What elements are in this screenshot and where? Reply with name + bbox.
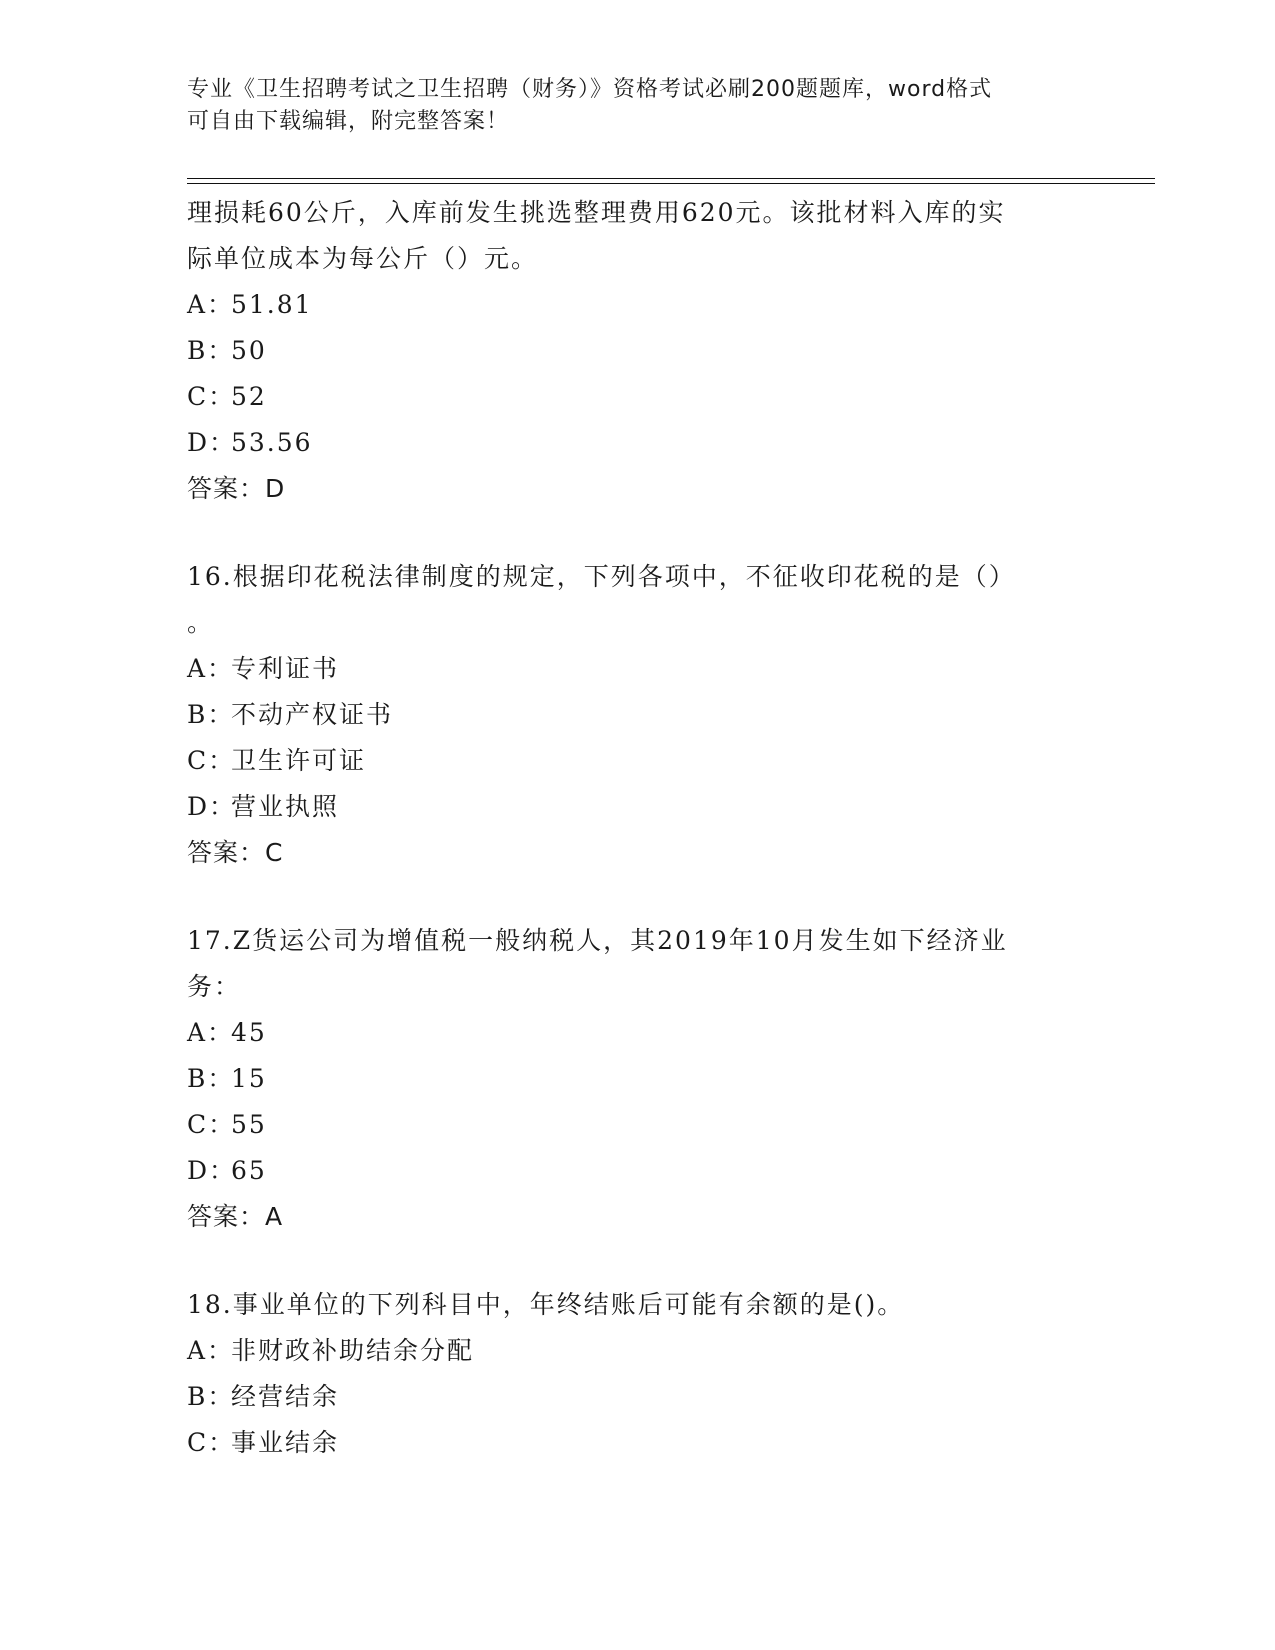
option-value: 非财政补助结余分配 xyxy=(231,1336,475,1365)
question-text: 。 xyxy=(187,608,215,637)
option-b xyxy=(187,1056,1087,1102)
option-key: B： xyxy=(187,700,235,729)
header-divider-bottom xyxy=(187,183,1155,184)
question-text: 际单位成本为每公斤（）元。 xyxy=(187,244,539,273)
header-divider-top xyxy=(187,178,1155,179)
option-key: A： xyxy=(187,1018,235,1047)
option-key: B： xyxy=(187,1382,235,1411)
option-key: C： xyxy=(187,746,236,775)
question-17 xyxy=(187,918,1087,1240)
question-spacer xyxy=(187,876,1087,918)
question-15 xyxy=(187,190,1087,512)
option-d xyxy=(187,784,1087,830)
option-a xyxy=(187,282,1087,328)
option-key: D： xyxy=(187,1156,237,1185)
question-text: 理损耗60公斤，入库前发生挑选整理费用620元。该批材料入库的实 xyxy=(187,198,1006,227)
option-value: 53.56 xyxy=(231,428,313,457)
answer-line: 答案：A xyxy=(187,1202,284,1231)
option-value: 卫生许可证 xyxy=(231,746,367,775)
option-b xyxy=(187,692,1087,738)
question-16 xyxy=(187,554,1087,876)
header-line-2: 可自由下载编辑，附完整答案！ xyxy=(187,109,510,134)
option-key: B： xyxy=(187,1064,235,1093)
question-text: 16.根据印花税法律制度的规定，下列各项中，不征收印花税的是（） xyxy=(187,562,1016,591)
question-18 xyxy=(187,1282,1087,1466)
option-value: 15 xyxy=(231,1064,267,1093)
option-key: C： xyxy=(187,1110,236,1139)
option-value: 50 xyxy=(231,336,267,365)
header-line-1: 专业《卫生招聘考试之卫生招聘（财务）》资格考试必刷200题题库，word格式 xyxy=(187,77,993,102)
option-key: A： xyxy=(187,290,235,319)
option-value: 52 xyxy=(231,382,267,411)
option-value: 经营结余 xyxy=(231,1382,340,1411)
option-c xyxy=(187,1102,1087,1148)
option-c xyxy=(187,738,1087,784)
option-d xyxy=(187,420,1087,466)
option-c xyxy=(187,374,1087,420)
option-key: B： xyxy=(187,336,235,365)
answer-line: 答案：C xyxy=(187,838,284,867)
option-key: C： xyxy=(187,1428,236,1457)
option-value: 事业结余 xyxy=(231,1428,340,1457)
option-a xyxy=(187,1328,1087,1374)
option-value: 专利证书 xyxy=(231,654,340,683)
question-text: 17.Z货运公司为增值税一般纳税人，其2019年10月发生如下经济业 xyxy=(187,926,1008,955)
option-value: 51.81 xyxy=(231,290,313,319)
question-text: 务： xyxy=(187,972,242,1001)
answer-line: 答案：D xyxy=(187,474,286,503)
option-value: 65 xyxy=(231,1156,267,1185)
option-value: 营业执照 xyxy=(231,792,340,821)
option-d xyxy=(187,1148,1087,1194)
question-spacer xyxy=(187,512,1087,554)
option-b xyxy=(187,328,1087,374)
option-value: 不动产权证书 xyxy=(231,700,394,729)
option-key: D： xyxy=(187,792,237,821)
question-text: 18.事业单位的下列科目中，年终结账后可能有余额的是()。 xyxy=(187,1290,905,1319)
option-key: D： xyxy=(187,428,237,457)
option-a xyxy=(187,646,1087,692)
option-a xyxy=(187,1010,1087,1056)
option-key: A： xyxy=(187,654,235,683)
document-header xyxy=(187,74,1067,138)
option-value: 45 xyxy=(231,1018,267,1047)
option-key: A： xyxy=(187,1336,235,1365)
option-b xyxy=(187,1374,1087,1420)
option-key: C： xyxy=(187,382,236,411)
question-spacer xyxy=(187,1240,1087,1282)
question-list xyxy=(187,190,1087,1466)
option-value: 55 xyxy=(231,1110,267,1139)
option-c xyxy=(187,1420,1087,1466)
